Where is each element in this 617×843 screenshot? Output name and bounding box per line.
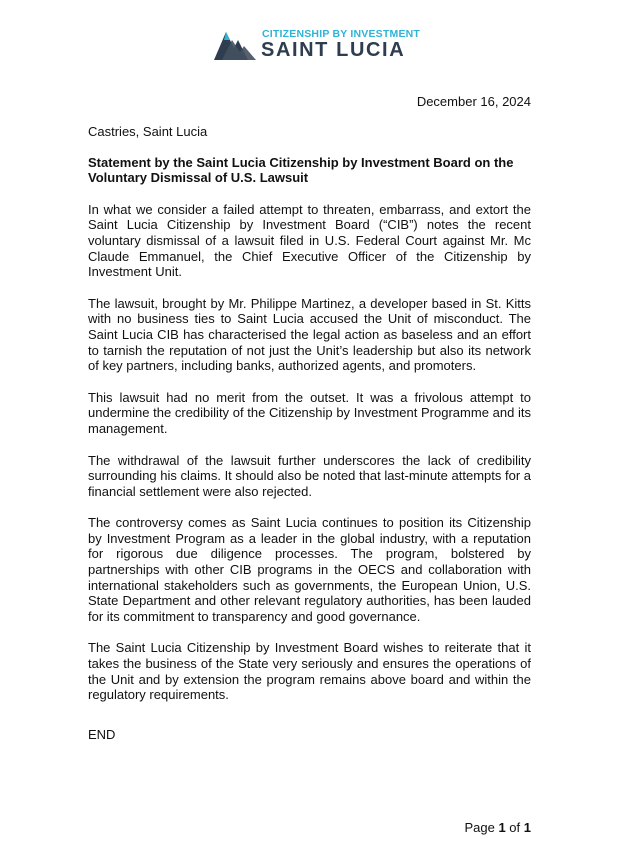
cib-logo xyxy=(212,24,421,64)
paragraph-1: In what we consider a failed attempt to threaten, embarrass, and extort the Saint Lucia Citizenship by Investment Board (“CIB”) notes the recent voluntary dismissal of a lawsuit filed in U.S. Federal Court against Mr. Mc Claude Emmanuel, the Chief Executive Officer of the Citizenship by Investment Unit. xyxy=(88,201,531,280)
dateline-place: Castries, Saint Lucia xyxy=(88,124,208,139)
logo-title: SAINT LUCIA xyxy=(261,39,406,61)
closing-end: END xyxy=(88,726,116,742)
statement-heading: Statement by the Saint Lucia Citizenship by Investment Board on the Voluntary Dismissal of U.S. Lawsuit xyxy=(88,154,514,186)
paragraph-5: The controversy comes as Saint Lucia continues to position its Citizenship by Investment Program as a leader in the global industry, with a reputation for rigorous due diligence processes. The program, bolstered by partnerships with other CIB programs in the OECS and collaboration with international stakeholders such as governments, the European Union, U.S. State Department and other relevant regulatory authorities, has been lauded for its commitment to transparency and good governance. xyxy=(88,515,531,624)
statement-date: December 16, 2024 xyxy=(416,94,531,109)
page-current: 1 xyxy=(498,820,506,835)
mountain-logo-icon xyxy=(212,26,258,62)
paragraph-4: The withdrawal of the lawsuit further underscores the lack of credibility surrounding his claims. It should also be noted that last-minute attempts for a financial settlement were also rejected. xyxy=(88,452,531,499)
logo-tagline: CITIZENSHIP BY INVESTMENT xyxy=(262,28,421,40)
paragraph-2: The lawsuit, brought by Mr. Philippe Martinez, a developer based in St. Kitts with no business ties to Saint Lucia accused the Unit of misconduct. The Saint Lucia CIB has characterised the legal action as baseless and an effort to tarnish the reputation of not just the Unit’s leadership but also its network of key partners, including banks, authorized agents, and promoters. xyxy=(88,295,531,374)
page-number xyxy=(464,820,531,835)
statement-body xyxy=(88,124,531,742)
paragraph-6: The Saint Lucia Citizenship by Investment Board wishes to reiterate that it takes the business of the State very seriously and ensures the operations of the Unit and by extension the program remains above board and within the regulatory requirements. xyxy=(88,640,531,703)
of-label: of xyxy=(509,820,521,835)
page-total: 1 xyxy=(523,820,531,835)
page-label: Page xyxy=(464,820,495,835)
paragraph-3: This lawsuit had no merit from the outset. It was a frivolous attempt to undermine the credibility of the Citizenship by Investment Programme and its management. xyxy=(88,389,531,436)
